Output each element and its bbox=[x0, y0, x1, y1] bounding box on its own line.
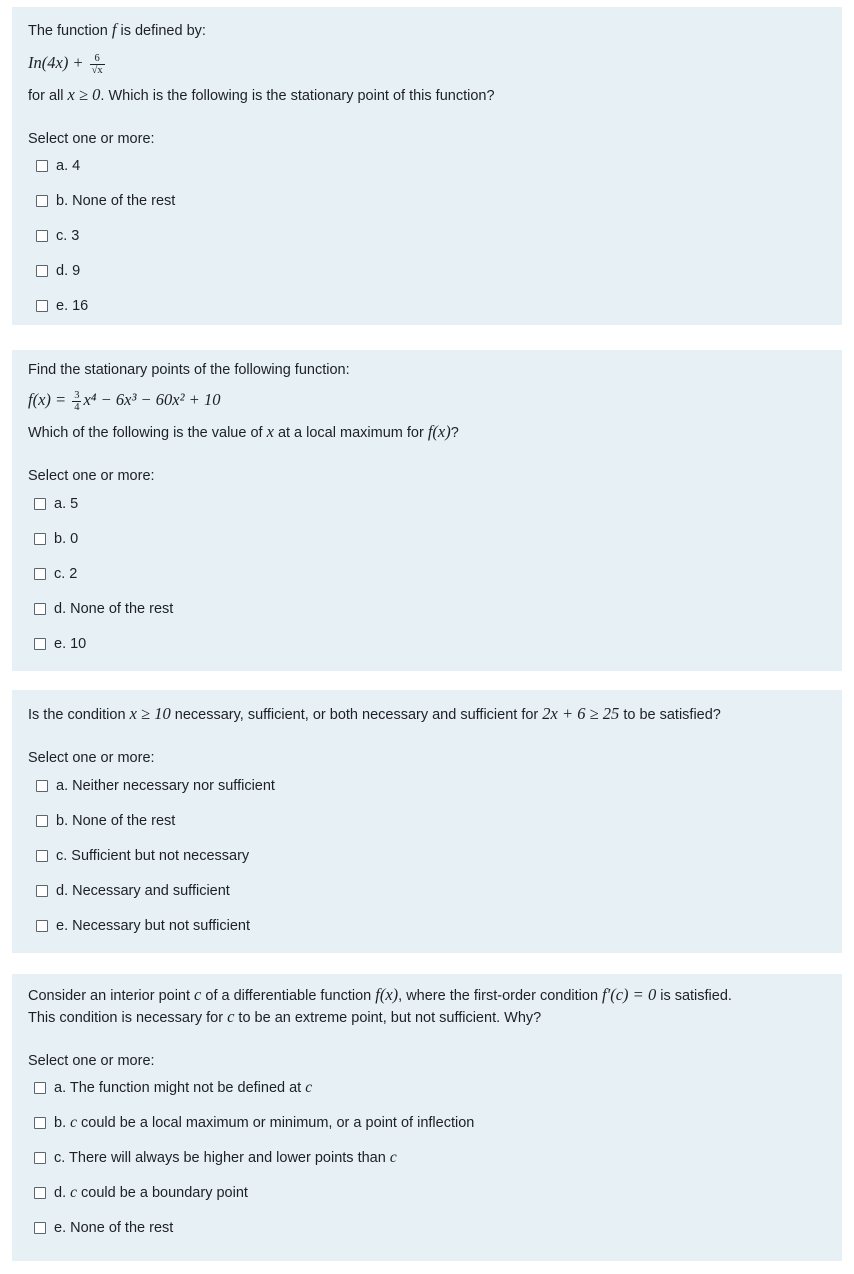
q4-l2-c: c bbox=[227, 1007, 235, 1026]
question-card-1 bbox=[12, 7, 842, 325]
checkbox[interactable] bbox=[34, 533, 46, 545]
q4-line-1 bbox=[28, 985, 732, 1006]
checkbox[interactable] bbox=[36, 160, 48, 172]
question-card-4 bbox=[12, 974, 842, 1261]
q4-option-e[interactable] bbox=[34, 1218, 173, 1238]
option-label: a. 4 bbox=[56, 158, 81, 174]
q3-suffix: to be satisfied? bbox=[623, 707, 721, 723]
q3-select-label: Select one or more: bbox=[28, 750, 155, 766]
q2-option-c[interactable] bbox=[34, 564, 77, 584]
checkbox[interactable] bbox=[36, 300, 48, 312]
q1-select-label: Select one or more: bbox=[28, 131, 155, 147]
q2-question-mid: at a local maximum for bbox=[277, 425, 424, 441]
question-card-2 bbox=[12, 350, 842, 671]
q2-option-e[interactable] bbox=[34, 634, 86, 654]
option-label bbox=[54, 1220, 173, 1236]
q4-l2-a: This condition is necessary for bbox=[28, 1010, 224, 1026]
q1-formula-left: In(4x) + bbox=[28, 53, 84, 72]
q3-option-b[interactable] bbox=[36, 811, 175, 831]
q3-option-d[interactable] bbox=[36, 881, 230, 901]
q1-domain-line bbox=[28, 85, 495, 106]
question-card-3 bbox=[12, 690, 842, 953]
option-text-post: could be a local maximum or minimum, or a point of inflection bbox=[81, 1115, 475, 1131]
option-label: a. Neither necessary nor sufficient bbox=[56, 778, 275, 794]
q2-question-prefix: Which of the following is the value of bbox=[28, 425, 263, 441]
q4-option-c[interactable] bbox=[34, 1148, 397, 1168]
option-label: e. 16 bbox=[56, 298, 89, 314]
checkbox[interactable] bbox=[36, 265, 48, 277]
option-var: c bbox=[70, 1114, 78, 1131]
q2-question bbox=[28, 422, 459, 443]
q3-cond2: 2x + 6 ≥ 25 bbox=[542, 704, 620, 723]
q4-option-d[interactable] bbox=[34, 1183, 248, 1203]
q2-formula bbox=[28, 386, 220, 414]
option-label bbox=[54, 1079, 312, 1097]
checkbox[interactable] bbox=[36, 780, 48, 792]
option-text: e. None of the rest bbox=[54, 1220, 174, 1236]
q3-prefix: Is the condition bbox=[28, 707, 126, 723]
q4-option-b[interactable] bbox=[34, 1113, 474, 1133]
checkbox[interactable] bbox=[34, 638, 46, 650]
q1-intro-end: is defined by: bbox=[120, 23, 206, 39]
q4-line-2 bbox=[28, 1007, 541, 1028]
q2-fx-left: f(x) = bbox=[28, 390, 67, 409]
option-text: d. bbox=[54, 1185, 67, 1201]
option-label: c. Sufficient but not necessary bbox=[56, 848, 250, 864]
q2-frac-num: 3 bbox=[74, 389, 80, 401]
q2-frac-den: 4 bbox=[74, 401, 80, 413]
q4-l2-b: to be an extreme point, but not sufficient. Why? bbox=[238, 1010, 542, 1026]
q1-option-a[interactable] bbox=[36, 156, 80, 176]
option-var: c bbox=[70, 1184, 78, 1201]
option-var: c bbox=[389, 1149, 397, 1166]
q2-option-d[interactable] bbox=[34, 599, 173, 619]
option-text-post: could be a boundary point bbox=[81, 1185, 248, 1201]
q1-domain-math: x ≥ 0 bbox=[67, 85, 101, 104]
q2-fraction bbox=[72, 390, 81, 413]
checkbox[interactable] bbox=[36, 815, 48, 827]
q4-l1-c: c bbox=[194, 985, 202, 1004]
option-text: c. There will always be higher and lower points than bbox=[54, 1150, 386, 1166]
option-label bbox=[54, 1184, 248, 1202]
option-label: b. 0 bbox=[54, 531, 79, 547]
checkbox[interactable] bbox=[34, 498, 46, 510]
q2-fx-right: x⁴ − 6x³ − 60x² + 10 bbox=[83, 390, 221, 409]
q1-domain-prefix: for all bbox=[28, 88, 64, 104]
option-label: c. 2 bbox=[54, 566, 78, 582]
option-var: c bbox=[305, 1079, 313, 1096]
checkbox[interactable] bbox=[36, 195, 48, 207]
q3-question bbox=[28, 704, 721, 725]
option-text: a. The function might not be defined at bbox=[54, 1080, 302, 1096]
q2-option-b[interactable] bbox=[34, 529, 78, 549]
checkbox[interactable] bbox=[36, 850, 48, 862]
q2-option-a[interactable] bbox=[34, 494, 78, 514]
q1-fraction bbox=[90, 53, 105, 76]
q4-l1-d: , where the first-order condition bbox=[398, 988, 599, 1004]
q2-title: Find the stationary points of the following function: bbox=[28, 362, 350, 378]
q3-option-e[interactable] bbox=[36, 916, 250, 936]
q1-frac-den: √x bbox=[91, 64, 103, 76]
q1-fvar: f bbox=[111, 20, 117, 39]
q4-l1-e: is satisfied. bbox=[660, 988, 732, 1004]
q2-question-var: x bbox=[266, 422, 274, 441]
checkbox[interactable] bbox=[34, 603, 46, 615]
q1-option-b[interactable] bbox=[36, 191, 175, 211]
option-label bbox=[54, 1114, 474, 1132]
checkbox[interactable] bbox=[36, 885, 48, 897]
q4-l1-cond: f′(c) = 0 bbox=[602, 985, 657, 1004]
checkbox[interactable] bbox=[34, 1117, 46, 1129]
option-label: c. 3 bbox=[56, 228, 80, 244]
option-label: b. None of the rest bbox=[56, 813, 176, 829]
option-label: e. Necessary but not sufficient bbox=[56, 918, 250, 934]
q2-select-label: Select one or more: bbox=[28, 468, 155, 484]
q1-formula bbox=[28, 49, 107, 77]
option-label: d. None of the rest bbox=[54, 601, 174, 617]
q4-l1-b: of a differentiable function bbox=[205, 988, 372, 1004]
checkbox[interactable] bbox=[34, 1222, 46, 1234]
option-text: b. bbox=[54, 1115, 67, 1131]
q3-cond1 bbox=[130, 704, 171, 723]
checkbox[interactable] bbox=[36, 920, 48, 932]
q4-l1-a: Consider an interior point bbox=[28, 988, 191, 1004]
q1-option-c[interactable] bbox=[36, 226, 79, 246]
q1-option-e[interactable] bbox=[36, 296, 88, 316]
q2-question-end: ? bbox=[450, 425, 459, 441]
q3-cond1-text: x ≥ 10 bbox=[129, 704, 171, 723]
q2-question-f: f(x) bbox=[427, 422, 451, 441]
option-label: d. 9 bbox=[56, 263, 81, 279]
q3-option-a[interactable] bbox=[36, 776, 275, 796]
q3-mid: necessary, sufficient, or both necessary and sufficient for bbox=[174, 707, 539, 723]
q1-domain-suffix: . Which is the following is the stationary point of this function? bbox=[100, 88, 495, 104]
checkbox[interactable] bbox=[34, 1082, 46, 1094]
q1-intro-line bbox=[28, 20, 206, 41]
option-label: b. None of the rest bbox=[56, 193, 176, 209]
q1-option-d[interactable] bbox=[36, 261, 80, 281]
checkbox[interactable] bbox=[36, 230, 48, 242]
checkbox[interactable] bbox=[34, 568, 46, 580]
option-label: e. 10 bbox=[54, 636, 87, 652]
q4-option-a[interactable] bbox=[34, 1078, 312, 1098]
option-label bbox=[54, 1149, 397, 1167]
q1-frac-num: 6 bbox=[90, 53, 105, 65]
q1-intro: The function bbox=[28, 23, 108, 39]
q4-select-label: Select one or more: bbox=[28, 1053, 155, 1069]
q3-option-c[interactable] bbox=[36, 846, 249, 866]
option-label: d. Necessary and sufficient bbox=[56, 883, 230, 899]
checkbox[interactable] bbox=[34, 1187, 46, 1199]
q4-l1-f: f(x) bbox=[375, 985, 399, 1004]
checkbox[interactable] bbox=[34, 1152, 46, 1164]
option-label: a. 5 bbox=[54, 496, 79, 512]
